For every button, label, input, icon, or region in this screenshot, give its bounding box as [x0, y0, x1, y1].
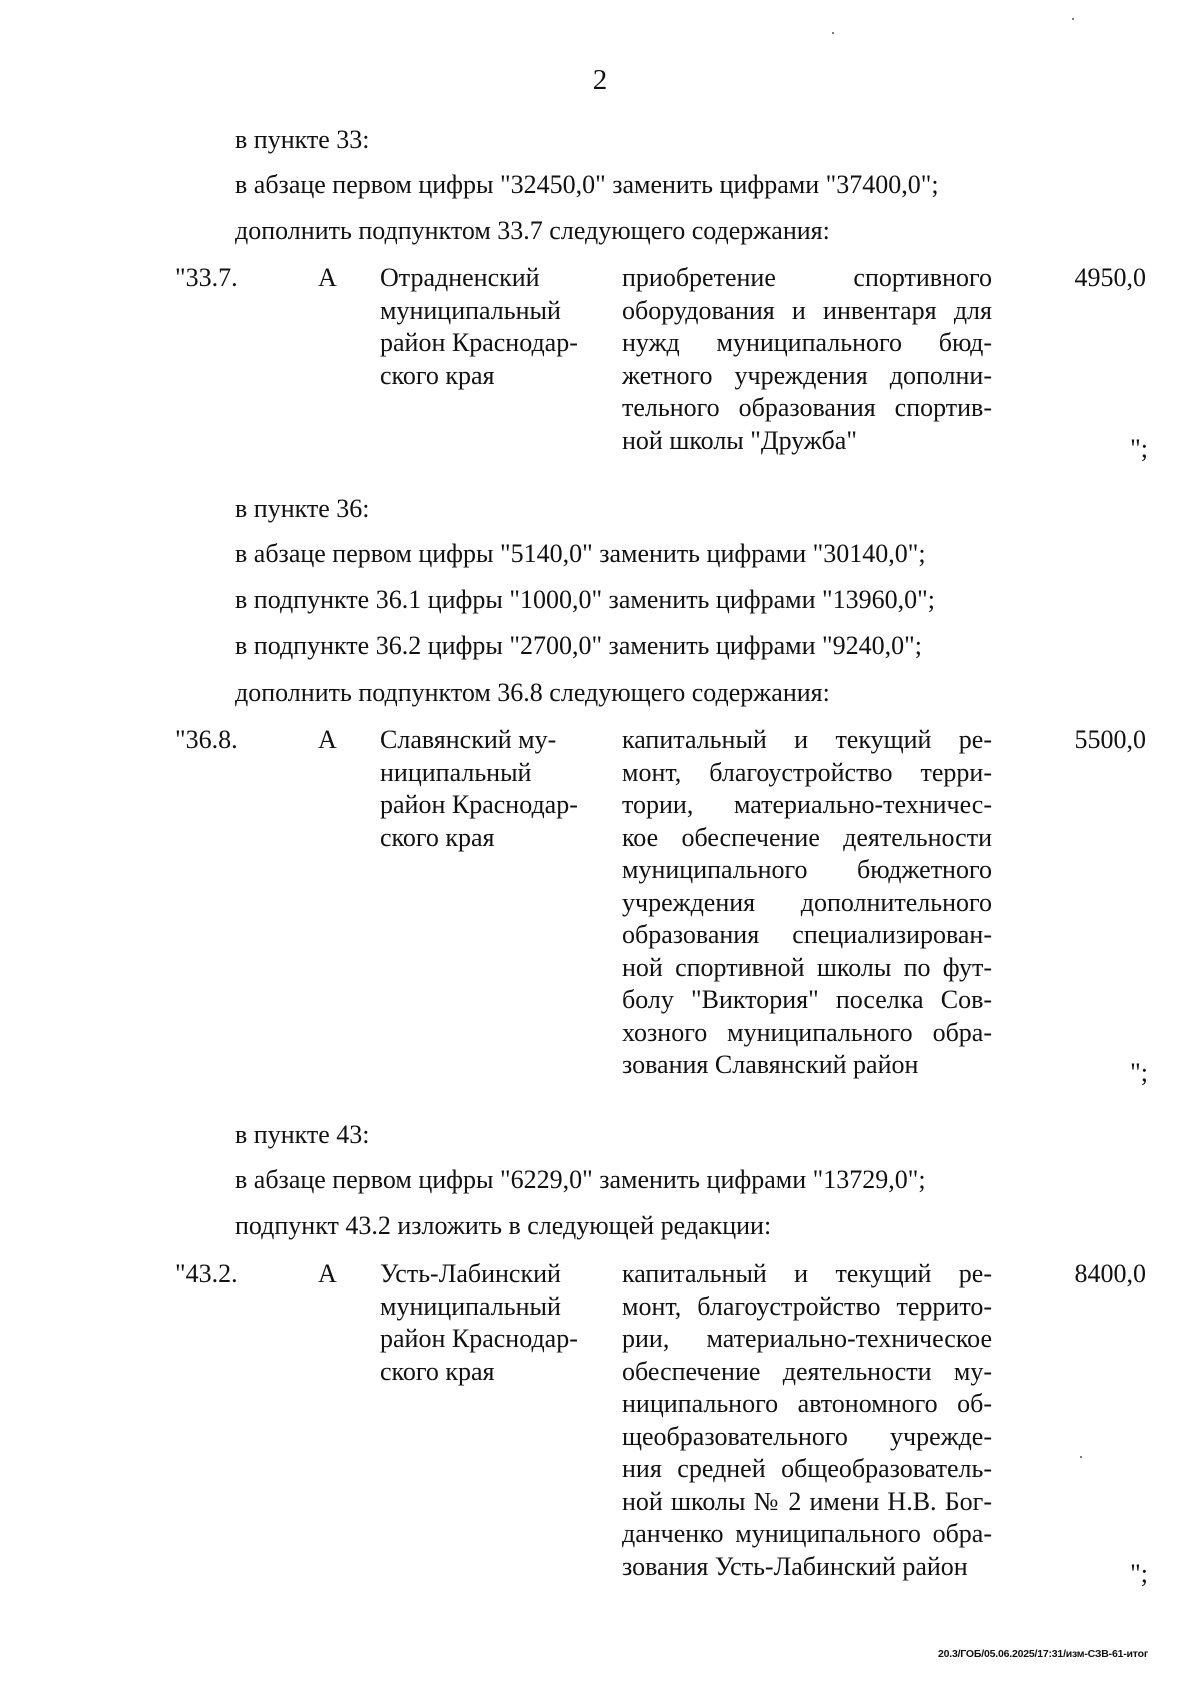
scan-speck — [832, 32, 834, 34]
scan-speck — [1080, 1456, 1082, 1458]
entry-description — [622, 724, 992, 1082]
description-line: оборудования и инвентаря для — [622, 295, 992, 325]
description-line: зования Усть-Лабинский район — [622, 1551, 968, 1581]
section-43-heading: в пункте 43: — [235, 1120, 370, 1149]
municipality-line: ского края — [380, 822, 495, 852]
entry-number: "33.7. — [175, 263, 238, 292]
section-36-line-4: дополнить подпунктом 36.8 следующего содержания: — [235, 678, 830, 707]
description-line: зования Славянский район — [622, 1050, 919, 1079]
description-line: капитальный и текущий ре- — [622, 725, 992, 754]
section-33-heading: в пункте 33: — [235, 125, 370, 154]
municipality-line: муниципальный — [380, 1291, 561, 1321]
description-line: ния средней общеобразователь- — [622, 1454, 992, 1483]
section-36-line-3: в подпункте 36.2 цифры "2700,0" заменить цифрами "9240,0"; — [235, 631, 922, 660]
entry-closing-quote: "; — [1130, 1559, 1148, 1588]
municipality-line: ского края — [380, 360, 495, 390]
description-line: щеобразовательного учрежде- — [622, 1421, 992, 1451]
description-line: болу "Виктория" поселка Сов- — [622, 985, 992, 1014]
section-36-line-2: в подпункте 36.1 цифры "1000,0" заменить цифрами "13960,0"; — [235, 585, 935, 614]
description-line: тельного образования спортив- — [622, 393, 992, 422]
description-line: нужд муниципального бюд- — [622, 328, 992, 357]
description-line: жетного учреждения дополни- — [622, 360, 992, 390]
municipality-line: Усть-Лабинский — [380, 1259, 561, 1288]
description-line: обеспечение деятельности му- — [622, 1356, 992, 1386]
page-number: 2 — [592, 64, 608, 96]
municipality-line: район Краснодар- — [380, 1324, 578, 1353]
description-line: муниципального бюджетного — [622, 855, 992, 884]
description-line: ниципального автономного об- — [622, 1389, 992, 1418]
municipality-line: район Краснодар- — [380, 328, 578, 357]
entry-description — [622, 262, 992, 457]
description-line: приобретение спортивного — [622, 263, 992, 292]
description-line: кое обеспечение деятельности — [622, 822, 992, 852]
entry-amount: 5500,0 — [1074, 725, 1146, 754]
description-line: ной школы "Дружба" — [622, 425, 857, 455]
entry-municipality — [380, 1258, 610, 1388]
section-33-line-1: в абзаце первом цифры "32450,0" заменить цифрами "37400,0"; — [235, 170, 939, 199]
entry-amount: 4950,0 — [1074, 263, 1146, 292]
municipality-line: район Краснодар- — [380, 790, 578, 819]
description-line: хозного муниципального обра- — [622, 1017, 992, 1047]
entry-number: "36.8. — [175, 725, 238, 754]
entry-closing-quote: "; — [1130, 434, 1148, 463]
municipality-line: ниципальный — [380, 757, 532, 787]
scan-speck — [1072, 18, 1074, 20]
municipality-line: Славянский му- — [380, 725, 557, 754]
municipality-line: ского края — [380, 1356, 495, 1386]
description-line: монт, благоустройство террито- — [622, 1291, 992, 1321]
section-43-line-2: подпункт 43.2 изложить в следующей редакции: — [235, 1211, 772, 1240]
entry-closing-quote: "; — [1130, 1058, 1148, 1087]
section-43-line-1: в абзаце первом цифры "6229,0" заменить цифрами "13729,0"; — [235, 1165, 926, 1194]
entry-municipality — [380, 262, 610, 392]
entry-category: А — [318, 725, 337, 754]
entry-category: А — [318, 263, 337, 292]
section-33-line-2: дополнить подпунктом 33.7 следующего содержания: — [235, 216, 830, 245]
section-36-heading: в пункте 36: — [235, 494, 370, 523]
description-line: рии, материально-техническое — [622, 1324, 992, 1353]
municipality-line: муниципальный — [380, 295, 561, 325]
description-line: ной школы № 2 имени Н.В. Бог- — [622, 1486, 992, 1516]
entry-category: А — [318, 1259, 337, 1288]
entry-municipality — [380, 724, 610, 854]
entry-amount: 8400,0 — [1074, 1259, 1146, 1288]
description-line: монт, благоустройство терри- — [622, 757, 992, 787]
description-line: капитальный и текущий ре- — [622, 1259, 992, 1288]
description-line: тории, материально-техничес- — [622, 790, 992, 819]
description-line: образования специализирован- — [622, 920, 992, 949]
description-line: данченко муниципального обра- — [622, 1519, 992, 1548]
description-line: ной спортивной школы по фут- — [622, 952, 992, 982]
document-footer-code: 20.3/ГОБ/05.06.2025/17:31/изм-СЗВ-61-итог — [937, 1648, 1148, 1660]
municipality-line: Отрадненский — [380, 263, 540, 292]
entry-description — [622, 1258, 992, 1583]
section-36-line-1: в абзаце первом цифры "5140,0" заменить цифрами "30140,0"; — [235, 539, 926, 568]
entry-number: "43.2. — [175, 1259, 238, 1288]
description-line: учреждения дополнительного — [622, 887, 992, 917]
